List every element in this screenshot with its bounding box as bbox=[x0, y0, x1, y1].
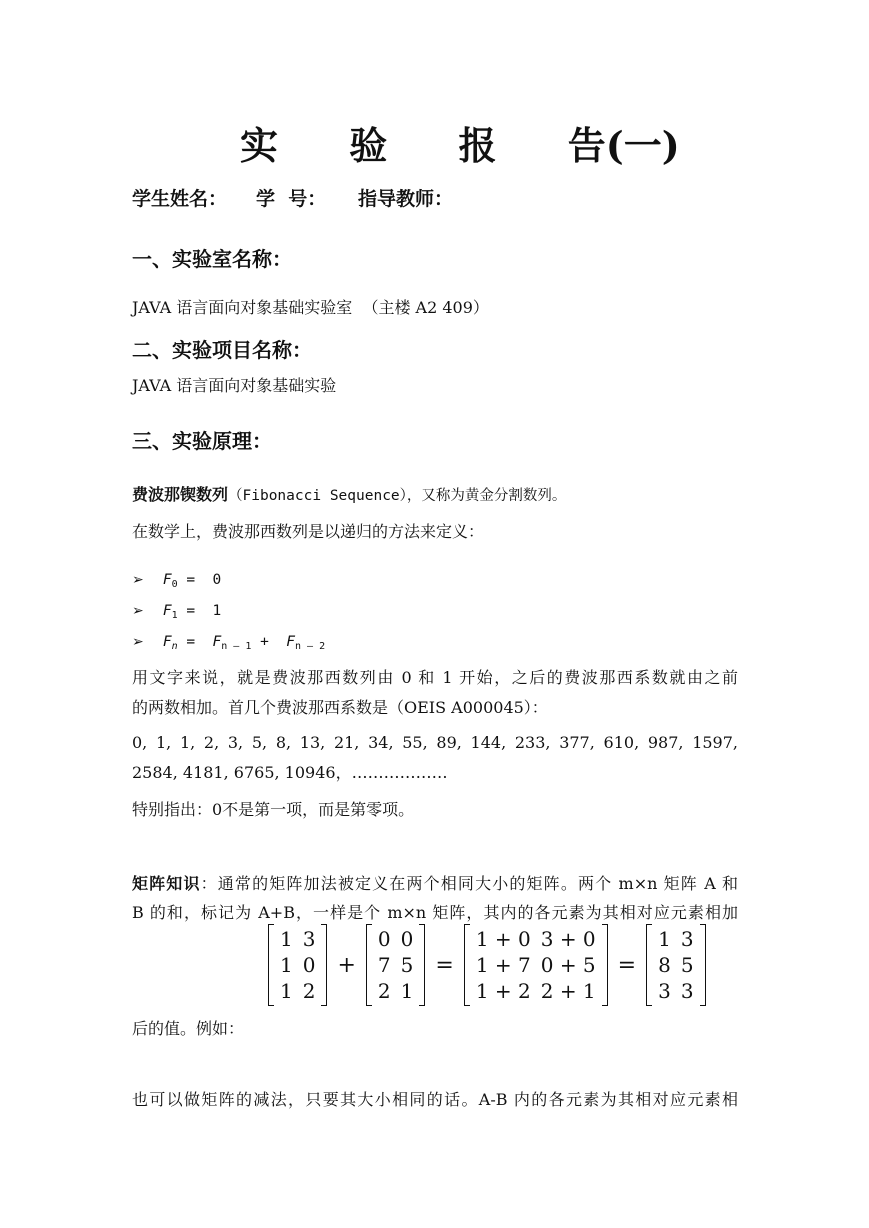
matrix-line1 bbox=[132, 871, 738, 894]
principle-heading: 三、实验原理： bbox=[132, 429, 272, 453]
formula-f1: $F_1 = 1$ bbox=[162, 603, 222, 621]
formula-f0: $F_0 = 0$ bbox=[162, 572, 222, 590]
plus-sign: + bbox=[337, 952, 356, 978]
matrix-term: 矩阵知识 bbox=[132, 874, 201, 893]
arrow-bullet-icon: ➢ bbox=[132, 603, 144, 619]
matrix-b: 0 0 7 5 2 1 bbox=[366, 924, 425, 1006]
fib-definition bbox=[132, 482, 566, 505]
teacher-label: 指导教师： bbox=[358, 188, 454, 210]
lab-name-value: JAVA 语言面向对象基础实验室 （主楼 A2 409） bbox=[132, 298, 489, 317]
fib-note: 特别指出：0不是第一项，而是第零项。 bbox=[132, 800, 415, 819]
lab-name-heading: 一、实验室名称： bbox=[132, 247, 292, 271]
matrix-example bbox=[268, 924, 706, 1006]
matrix-line2: B 的和，标记为 A+B，一样是个 m×n 矩阵，其内的各元素为其相对应元素相加 bbox=[132, 903, 738, 922]
title-char: 验 bbox=[349, 123, 388, 168]
formula-row bbox=[132, 631, 325, 652]
formula-row bbox=[132, 600, 221, 621]
arrow-bullet-icon: ➢ bbox=[132, 634, 144, 650]
fib-numbers-line2: 2584, 4181, 6765, 10946，……………… bbox=[132, 763, 448, 782]
student-number-label: 学 号： bbox=[256, 188, 327, 210]
matrix-subtraction-line: 也可以做矩阵的减法，只要其大小相同的话。A-B 内的各元素为其相对应元素相 bbox=[132, 1090, 738, 1109]
fib-explain-line1: 用文字来说，就是费波那西数列由 0 和 1 开始，之后的费波那西系数就由之前 bbox=[132, 668, 738, 687]
formula-fn: $F_n = F_{n - 1} + F_{n - 2}$ bbox=[162, 634, 326, 652]
fib-explain-line2: 的两数相加。首几个费波那西系数是（OEIS A000045）： bbox=[132, 698, 548, 717]
title-char: 实 bbox=[240, 123, 279, 168]
fib-numbers-line1: 0, 1, 1, 2, 3, 5, 8, 13, 21, 34, 55, 89, 144, 233, 377, 610, 987, 1597, bbox=[132, 733, 738, 752]
equals-sign: = bbox=[435, 952, 454, 978]
fib-term: 费波那锲数列 bbox=[132, 485, 229, 504]
page-title bbox=[240, 115, 680, 170]
matrix-result: 1 3 8 5 3 3 bbox=[646, 924, 705, 1006]
matrix-a: 1 3 1 0 1 2 bbox=[268, 924, 327, 1006]
matrix-after: 后的值。例如： bbox=[132, 1019, 245, 1038]
matrix-sum-expr: 1 + 0 3 + 0 1 + 7 0 + 5 1 + 2 2 + 1 bbox=[464, 924, 608, 1006]
student-name-label: 学生姓名： bbox=[132, 188, 228, 210]
project-value: JAVA 语言面向对象基础实验 bbox=[132, 376, 337, 395]
title-char: 报 bbox=[458, 123, 497, 168]
project-heading: 二、实验项目名称： bbox=[132, 338, 312, 362]
matrix-line1-rest: ：通常的矩阵加法被定义在两个相同大小的矩阵。两个 m×n 矩阵 A 和 bbox=[200, 874, 738, 893]
fib-intro: 在数学上，费波那西数列是以递归的方法来定义： bbox=[132, 522, 485, 541]
equals-sign: = bbox=[617, 952, 637, 978]
fib-term-rest: （Fibonacci Sequence），又称为黄金分割数列。 bbox=[228, 488, 567, 504]
arrow-bullet-icon: ➢ bbox=[132, 572, 144, 588]
formula-row bbox=[132, 569, 221, 590]
title-char: 告(一) bbox=[567, 123, 680, 168]
